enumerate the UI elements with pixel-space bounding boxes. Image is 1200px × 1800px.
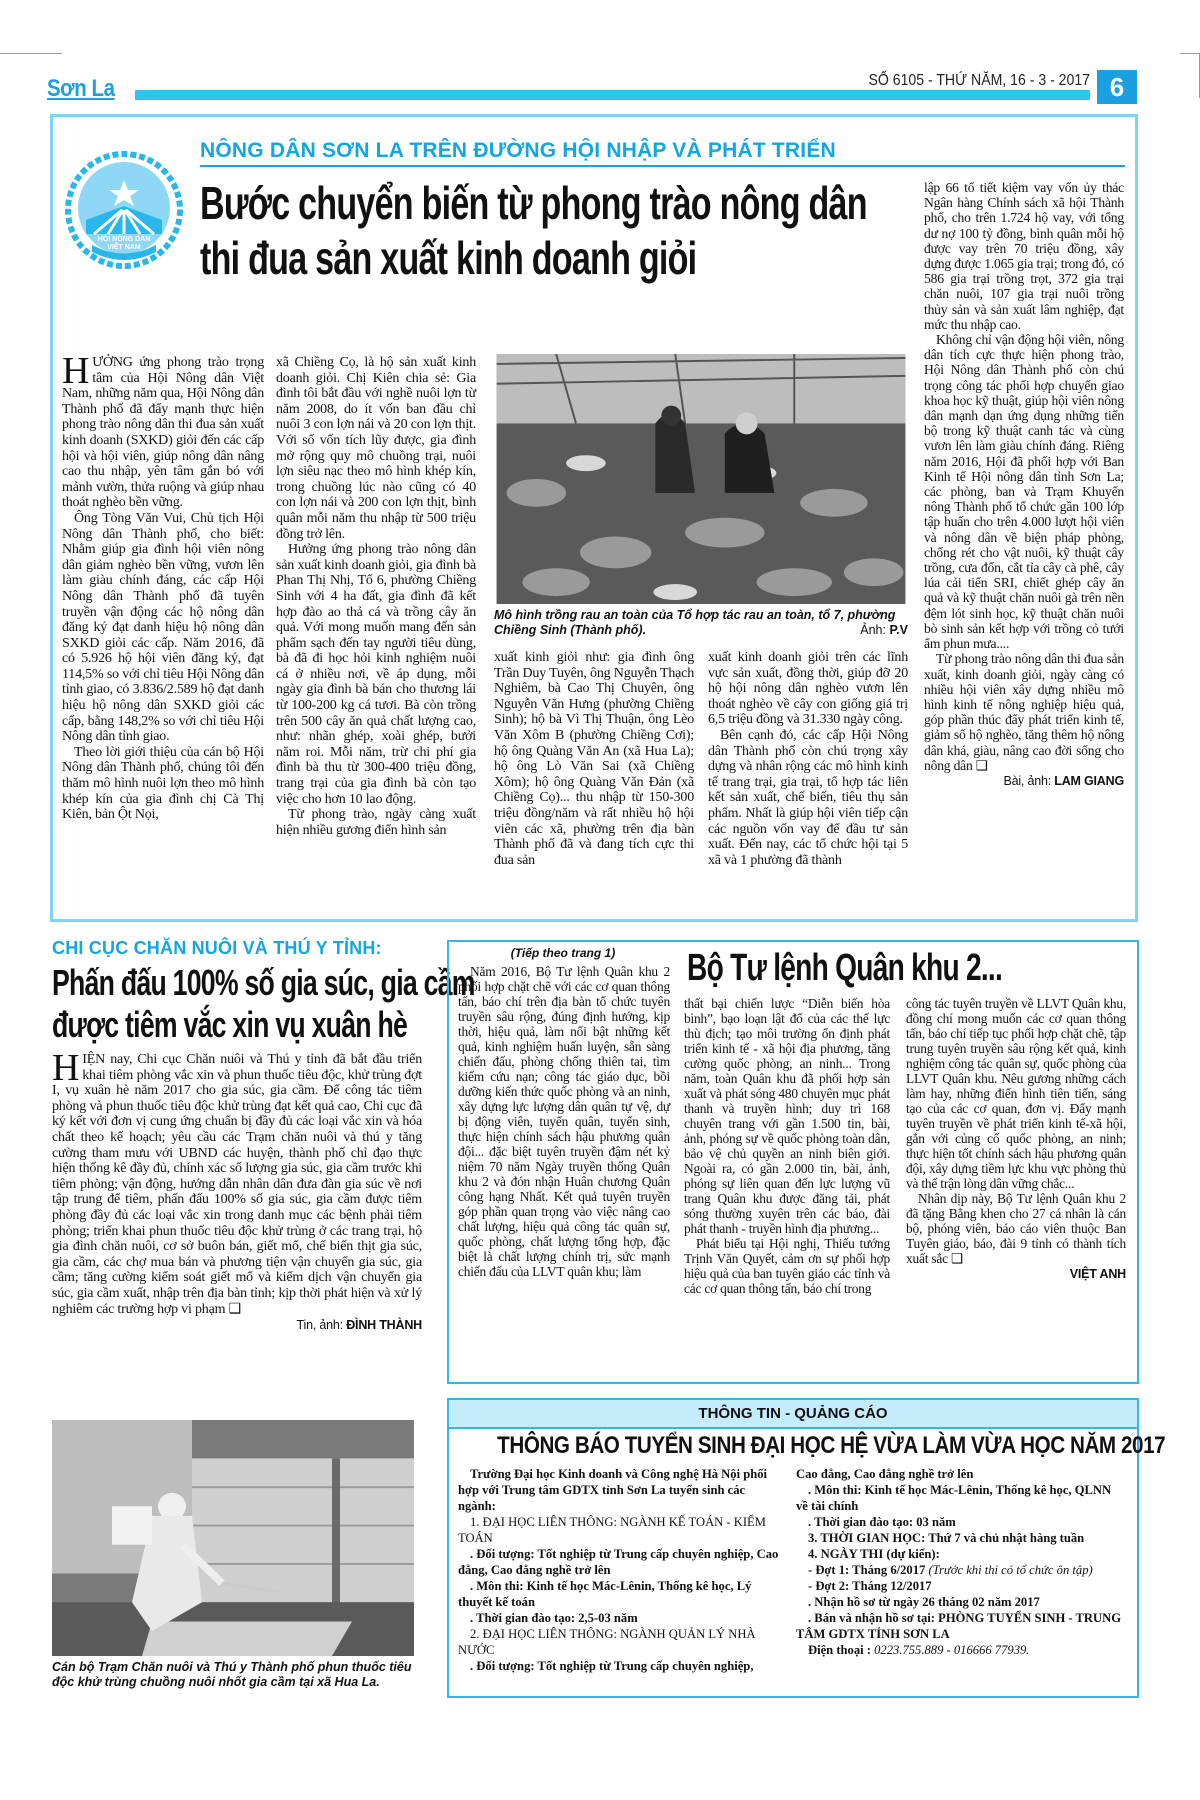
article-3-paragraph: Nhân dịp này, Bộ Tư lệnh Quân khu 2 đã tặng Bằng khen cho 27 cá nhân là cán bộ, phóng viên, báo cáo viên thuộc Ban Tuyên giáo, báo, đài 9 tỉnh có thành tích xuất sắc ❑ <box>906 1191 1126 1266</box>
article-1-headline-line-2: thi đua sản xuất kinh doanh giỏi <box>200 232 697 284</box>
ad-line: . Môn thi: Kinh tế học Mác-Lênin, Thống kê học, Lý thuyết kế toán <box>458 1579 752 1609</box>
article-2-photo-caption: Cán bộ Trạm Chăn nuôi và Thú y Thành phố phun thuốc tiêu độc khử trùng chuồng nuôi nhốt gia cầm tại xã Hua La. <box>52 1660 412 1689</box>
page-number: 6 <box>1097 70 1137 104</box>
ad-phone: Điện thoại : 0223.755.889 - 016666 77939. <box>808 1643 1030 1657</box>
article-1-paragraph: Không chỉ vận động hội viên, nông dân tích cực thực hiện phong trào, Hội Nông dân Thành phố còn chú trọng công tác phối hợp chuyển giao khoa học kỹ thuật, giúp hội viên nông dân mạnh dạn ứng dụng những tiến bộ trong kỹ thuật canh tác và cùng vươn lên làm giàu chính đáng. Riêng năm 2016, Hội đã phối hợp với Ban Kinh tế Hội nông dân tỉnh Sơn La; các phòng, ban và Trạm Khuyến nông Thành phố tổ chức gần 100 lớp tập huấn cho trên 4.000 lượt hội viên và nông dân về biện pháp phòng, chống rét cho vật nuôi, kỹ thuật cây trồng, cưa đốn, cắt tỉa cây cà phê, cây lúa cải tiến SRI, chiết ghép cây ăn quả và kỹ thuật chăn nuôi gà trên nền đệm lót sinh học, kỹ thuật chăn nuôi bò sinh sản kết hợp với trồng cỏ tưới ẩm phun mưa.... <box>924 332 1124 652</box>
drop-cap: H <box>52 1047 80 1089</box>
article-2-body <box>52 1047 422 1333</box>
article-3-column-2 <box>684 996 890 1296</box>
crop-mark <box>1180 53 1200 54</box>
article-1-paragraph: xuất kinh doanh giỏi trên các lĩnh vực sản xuất, đồng thời, giúp đỡ 20 hộ hội nông dân nghèo vươn lên thoát nghèo về cây con giống giá trị 6,5 triệu đồng và 31.330 ngày công. <box>708 650 908 728</box>
article-1-kicker: NÔNG DÂN SƠN LA TRÊN ĐƯỜNG HỘI NHẬP VÀ PHÁT TRIỂN <box>200 138 1125 167</box>
vegetable-farm-photo-icon <box>494 354 908 604</box>
article-1-paragraph: Bên cạnh đó, các cấp Hội Nông dân Thành phố còn chú trọng xây dựng và nhân rộng các mô hình kinh tế trang trại, gia trại, tổ hợp tác liên kết sản xuất, chế biến, tiêu thụ sản phẩm. Nhất là giúp hội viên tiếp cận các nguồn vốn vay để đầu tư sản xuất. Đến nay, các tổ chức hội tại 5 xã và 1 phường đã thành <box>708 727 908 868</box>
ad-line: 3. THỜI GIAN HỌC: Thứ 7 và chủ nhật hàng tuần <box>808 1531 1085 1545</box>
ad-line: 4. NGÀY THI (dự kiến): <box>808 1547 940 1561</box>
ad-line: . Đối tượng: Tốt nghiệp từ Trung cấp chuyên nghiệp, Cao đẳng, Cao đẳng nghề trở lên <box>458 1547 779 1577</box>
logo-text-top: HỘI NÔNG DÂN <box>97 236 151 243</box>
ad-title: THÔNG BÁO TUYỂN SINH ĐẠI HỌC HỆ VỪA LÀM VỪA HỌC NĂM 2017 <box>497 1432 1166 1459</box>
ad-right-column <box>796 1466 1126 1658</box>
ad-line: . Đối tượng: Tốt nghiệp từ Trung cấp chuyên nghiệp, <box>470 1659 754 1673</box>
ad-section-band: THÔNG TIN - QUẢNG CÁO <box>449 1400 1137 1429</box>
article-1-paragraph: xuất kinh giỏi như: gia đình ông Trần Duy Tuyên, ông Nguyễn Thạch Nghiêm, bà Cao Thị Chuyên, ông Nguyễn Văn Hưng (phường Chiềng Sinh); hộ bà Vì Thị Thuận, ông Lèo Văn Xôm B (phường Chiềng Cơi); hộ ông Quàng Văn An (xã Hua La); hộ ông Lò Văn Sai (xã Chiềng Xôm); hộ ông Quàng Văn Đản (xã Chiềng Cọ)... thu nhập từ 150-300 triệu đồng/năm và rất nhiều hộ hội viên các xã, phường trên địa bàn Thành phố đã và đang tích cực thi đua sản <box>494 650 694 868</box>
article-1-column-4 <box>708 650 908 868</box>
article-2-paragraph: HIỆN nay, Chi cục Chăn nuôi và Thú y tỉnh đã bắt đầu triển khai tiêm phòng vắc xin và phun thuốc tiêu độc, khử trùng đợt I, vụ xuân hè năm 2017 cho gia súc, gia cầm. Để công tác tiêm phòng và phun thuốc tiêu độc khử trùng đạt kết quả cao, Chi cục đã ký kết với đơn vị cung ứng chuẩn bị đầy đủ các loại vắc xin và hóa chất theo kế hoạch; yêu cầu các Trạm chăn nuôi và thú y tăng cường tham mưu với UBND các huyện, thành phố chỉ đạo thực hiện thống kê đầy đủ, chính xác số lượng gia súc, gia cầm trước khi tiêm phòng; vận động, hướng dẫn nhân dân đưa đàn gia súc về nơi tập trung để tiêm, phấn đấu 100% số gia súc, gia cầm được tiêm phòng đầy đủ các loại vắc xin trong danh mục các bệnh phải tiêm phòng; triển khai phun thuốc tiêu độc khử trùng ở các trang trại, hộ gia đình chăn nuôi, cơ sở buôn bán, giết mổ, chế biến thịt gia súc, gia cầm, các chợ mua bán và phương tiện vận chuyển gia súc, gia cầm; tăng cường kiểm soát giết mổ và kiểm dịch vận chuyển gia súc, gia cầm xuất, nhập trên địa bàn tỉnh; kịp thời phát hiện và xử lý nghiêm các trường hợp vi phạm ❑ <box>52 1047 422 1317</box>
article-1-byline: Bài, ảnh: LAM GIANG <box>1003 773 1124 788</box>
article-1-paragraph: Hưởng ứng phong trào nông dân sản xuất kinh doanh giỏi, gia đình bà Phan Thị Nhị, Tổ 6, phường Chiềng Sinh với 4 ha đất, gia đình đã kết hợp đào ao thả cá và trồng cây ăn quả. Với mong muốn mang đến sản phẩm sạch đến tay người tiêu dùng, bà đã đi học hỏi kinh nghiệm nuôi cá ở nhiều nơi, về áp dụng, mỗi ngày gia đình bà bán cho thương lái từ 100-200 kg cá tươi. Bà còn trồng trên 500 cây ăn quả chất lượng cao, như: nhãn ghép, xoài ghép, bưởi năm roi. Mỗi năm, trừ chi phí gia đình bà thu từ 300-400 triệu đồng, trang trại của gia đình bà còn tạo việc cho hơn 10 lao động. <box>276 542 476 807</box>
article-3-headline: Bộ Tư lệnh Quân khu 2... <box>687 947 1003 989</box>
photo-credit: Ảnh: P.V <box>860 623 908 637</box>
article-1-paragraph: Từ phong trào, ngày càng xuất hiện nhiều gương điển hình sản <box>276 807 476 838</box>
disinfection-spraying-photo-icon <box>52 1420 414 1656</box>
ad-line: Cao đẳng, Cao đẳng nghề trở lên <box>796 1467 974 1481</box>
article-1-headline <box>200 176 910 286</box>
article-1-paragraph: Từ phong trào nông dân thi đua sản xuất, kinh doanh giỏi, ngày càng có nhiều hội viên xây dựng nhiều mô hình kinh tế nông nghiệp hiệu quả, góp phần thúc đẩy phát triển kinh tế, giảm số hộ nghèo, tăng thêm hộ nông dân khá, giàu, nâng cao đời sống cho nông dân ❑ <box>924 651 1124 773</box>
article-1-paragraph: HƯỞNG ứng phong trào trọng tâm của Hội Nông dân Việt Nam, những năm qua, Hội Nông dân Thành phố đã đẩy mạnh thực hiện phong trào nông dân thi đua sản xuất kinh doanh (SXKD) giỏi đến các cấp hội và hội viên, giúp nông dân nâng cao thu nhập, yên tâm gắn bó với mảnh vườn, thửa ruộng và giúp nhau thoát nghèo bền vững. <box>62 350 264 511</box>
logo-text-bottom: VIỆT NAM <box>107 244 141 251</box>
crop-mark <box>0 53 62 54</box>
article-3-column-3 <box>906 996 1126 1282</box>
ad-line: Trường Đại học Kinh doanh và Công nghệ Hà Nội phối hợp với Trung tâm GDTX tỉnh Sơn La tuyển sinh các ngành: <box>458 1467 768 1513</box>
article-2-byline: Tin, ảnh: ĐÌNH THÀNH <box>296 1318 422 1333</box>
ad-line: . Nhận hồ sơ từ ngày 26 tháng 02 năm 2017 <box>808 1595 1040 1609</box>
article-1-photo-caption: Mô hình trồng rau an toàn của Tổ hợp tác rau an toàn, tổ 7, phường Chiềng Sinh (Thành phố). Ảnh: P.V <box>494 608 908 637</box>
ad-line: - Đợt 2: Tháng 12/2017 <box>808 1579 932 1593</box>
ad-line: - Đợt 1: Tháng 6/2017 (Trước khi thi có tổ chức ôn tập) <box>808 1563 1093 1577</box>
article-3-paragraph: Phát biểu tại Hội nghị, Thiếu tướng Trịnh Văn Quyết, cảm ơn sự phối hợp hiệu quả của ban tuyên giáo các tỉnh và các cơ quan thông tấn, báo chí trong <box>684 1236 890 1296</box>
ad-line: 2. ĐẠI HỌC LIÊN THÔNG: NGÀNH QUẢN LÝ NHÀ NƯỚC <box>458 1627 756 1657</box>
article-1-paragraph: Ông Tòng Văn Vui, Chủ tịch Hội Nông dân Thành phố, cho biết: Nhằm giúp gia đình hội viên nông dân giảm nghèo bền vững, vươn lên làm giàu chính đáng, các cấp Hội Nông dân Thành phố đã tuyên truyền vận động các hộ nông dân đăng ký đạt danh hiệu hộ nông dân SXKD giỏi các cấp. Năm 2016, đã có 5.926 hộ hội viên đăng ký, đạt 114,5% so với chỉ tiêu Hội Nông dân tỉnh giao, có 3.836/2.589 hộ đạt danh hiệu hộ nông dân SXKD giỏi các cấp, bằng 148,2% so với chỉ tiêu Hội Nông dân tỉnh giao. <box>62 510 264 745</box>
article-2-headline <box>52 962 475 1046</box>
article-1-column-1 <box>62 350 264 823</box>
ad-line: . Bán và nhận hồ sơ tại: PHÒNG TUYỂN SINH - TRUNG TÂM GDTX TỈNH SƠN LA <box>796 1611 1122 1641</box>
issue-date: SỐ 6105 - THỨ NĂM, 16 - 3 - 2017 <box>868 72 1090 89</box>
article-1-column-3 <box>494 650 694 868</box>
article-2-headline-line-1: Phấn đấu 100% số gia súc, gia cầm <box>52 962 475 1003</box>
section-brand: Sơn La <box>47 75 115 102</box>
header-bar <box>135 90 1090 100</box>
article-1-headline-line-1: Bước chuyển biến từ phong trào nông dân <box>200 177 867 229</box>
article-3-column-1 <box>458 964 670 1279</box>
article-1-column-5 <box>924 180 1124 789</box>
continued-note: (Tiếp theo trang 1) <box>510 946 616 960</box>
article-1-paragraph: lập 66 tổ tiết kiệm vay vốn ủy thác Ngân hàng Chính sách xã hội Thành phố, cho trên 1.724 hộ vay, với tổng dư nợ 100 tỷ đồng, bình quân mỗi hộ được vay trên 70 triệu đồng, xây dựng được 1.065 gia trại; trong đó, có 586 gia trại trồng trọt, 372 gia trại chăn nuôi, 107 gia trại nuôi trồng thủy sản và sản xuất lâm nghiệp, đạt mức thu nhập cao. <box>924 180 1124 332</box>
article-3-paragraph: thất bại chiến lược “Diễn biến hòa bình”, bạo loạn lật đổ của các thế lực thù địch; tạo môi trường ổn định phát triển kinh tế - xã hội địa phương, tăng cường quốc phòng, an ninh... Trong năm, toàn Quân khu đã phối hợp sản xuất và phát sóng 480 chuyên mục phát thanh và truyền hình; duy trì 168 chuyên trang với gần 1.500 tin, bài, ảnh, phóng sự về quốc phòng toàn dân, bảo vệ chủ quyền an ninh biên giới. Ngoài ra, có gần 2.000 tin, bài, ảnh, phóng sự liên quan đến lực lượng vũ trang Quân khu được đăng tải, phát sóng thường xuyên trên các báo, đài phát thanh - truyền hình địa phương... <box>684 996 890 1236</box>
article-2-kicker: CHI CỤC CHĂN NUÔI VÀ THÚ Y TỈNH: <box>52 938 382 958</box>
drop-cap: H <box>62 350 90 392</box>
farmers-union-logo-icon <box>64 150 184 270</box>
article-2-photo <box>52 1420 414 1656</box>
ad-line: 1. ĐẠI HỌC LIÊN THÔNG: NGÀNH KẾ TOÁN - KIỂM TOÁN <box>458 1515 766 1545</box>
article-1-paragraph: xã Chiềng Cọ, là hộ sản xuất kinh doanh giỏi. Chị Kiên chia sẻ: Gia đình tôi bắt đầu với nghề nuôi lợn từ năm 2008, do ít vốn ban đầu chỉ nuôi 3 con lợn nái và 20 con lợn thịt. Với số vốn tích lũy được, gia đình mở rộng quy mô chuồng trại, nuôi lợn siêu nạc theo mô hình khép kín, trong chuồng lúc nào cũng có 40 con lợn nái và 200 con lợn thịt, bình quân mỗi năm thu nhập từ 500 triệu đồng trở lên. <box>276 355 476 542</box>
article-3-byline: VIỆT ANH <box>1069 1267 1126 1281</box>
exam-note: (Trước khi thi có tổ chức ôn tập) <box>928 1563 1093 1577</box>
article-3-paragraph: Năm 2016, Bộ Tư lệnh Quân khu 2 phối hợp chặt chẽ với các cơ quan thông tấn, báo chí trên địa bàn tổ chức tuyên truyền sâu rộng, đúng định hướng, kịp thời, hiệu quả, làm nổi bật những kết quả, kinh nghiệm huấn luyện, sẵn sàng chiến đấu, phòng chống thiên tai, tìm kiếm cứu nạn; công tác giáo dục, bồi dưỡng kiến thức quốc phòng và an ninh, xây dựng lực lượng dân quân tự vệ, dự bị động viên, tuyển quân, tuyển sinh, thực hiện chính sách hậu phương quân đội... đặc biệt tuyên truyền đậm nét kỷ niệm 70 năm Ngày truyền thống Quân khu 2 và đón nhận Huân chương Quân công hạng Nhất. Kết quả tuyên truyền góp phần quan trọng vào việc nâng cao chất lượng, hiệu quả công tác quân sự, quốc phòng, chất lượng tổng hợp, đặc biệt là chất lượng chính trị, sức mạnh chiến đấu của LLVT quân khu; làm <box>458 964 670 1279</box>
ad-line: . Môn thi: Kinh tế học Mác-Lênin, Thống kê học, QLNN về tài chính <box>796 1483 1112 1513</box>
ad-line: . Thời gian đào tạo: 03 năm <box>808 1515 956 1529</box>
article-2-headline-line-2: được tiêm vắc xin vụ xuân hè <box>52 1004 408 1045</box>
article-1-paragraph: Theo lời giới thiệu của cán bộ Hội Nông dân Thành phố, chúng tôi đến thăm mô hình nuôi lợn theo mô hình khép kín của gia đình chị Cà Thị Kiên, bản Ột Nọi, <box>62 744 264 823</box>
article-3-paragraph: công tác tuyên truyền về LLVT Quân khu, đồng chí mong muốn các cơ quan thông tấn, báo chí tiếp tục phối hợp chặt chẽ, tập trung tuyên truyền sâu rộng kết quả, kinh nghiệm công tác quân sự, quốc phòng của LLVT Quân khu. Nêu gương những cách làm hay, những điển hình tiên tiến, sáng tạo của các cơ quan, đơn vị. Đẩy mạnh tuyên truyền về phát triển kinh tế-xã hội, gắn với củng cố quốc phòng, an ninh; thực hiện tốt chính sách hậu phương quân đội, xây dựng tiềm lực khu vực phòng thủ và thế trận lòng dân vững chắc... <box>906 996 1126 1191</box>
ad-line: . Thời gian đào tạo: 2,5-03 năm <box>470 1611 638 1625</box>
article-1-column-2 <box>276 355 476 838</box>
ad-left-column <box>458 1466 780 1674</box>
article-1-photo <box>494 354 908 604</box>
